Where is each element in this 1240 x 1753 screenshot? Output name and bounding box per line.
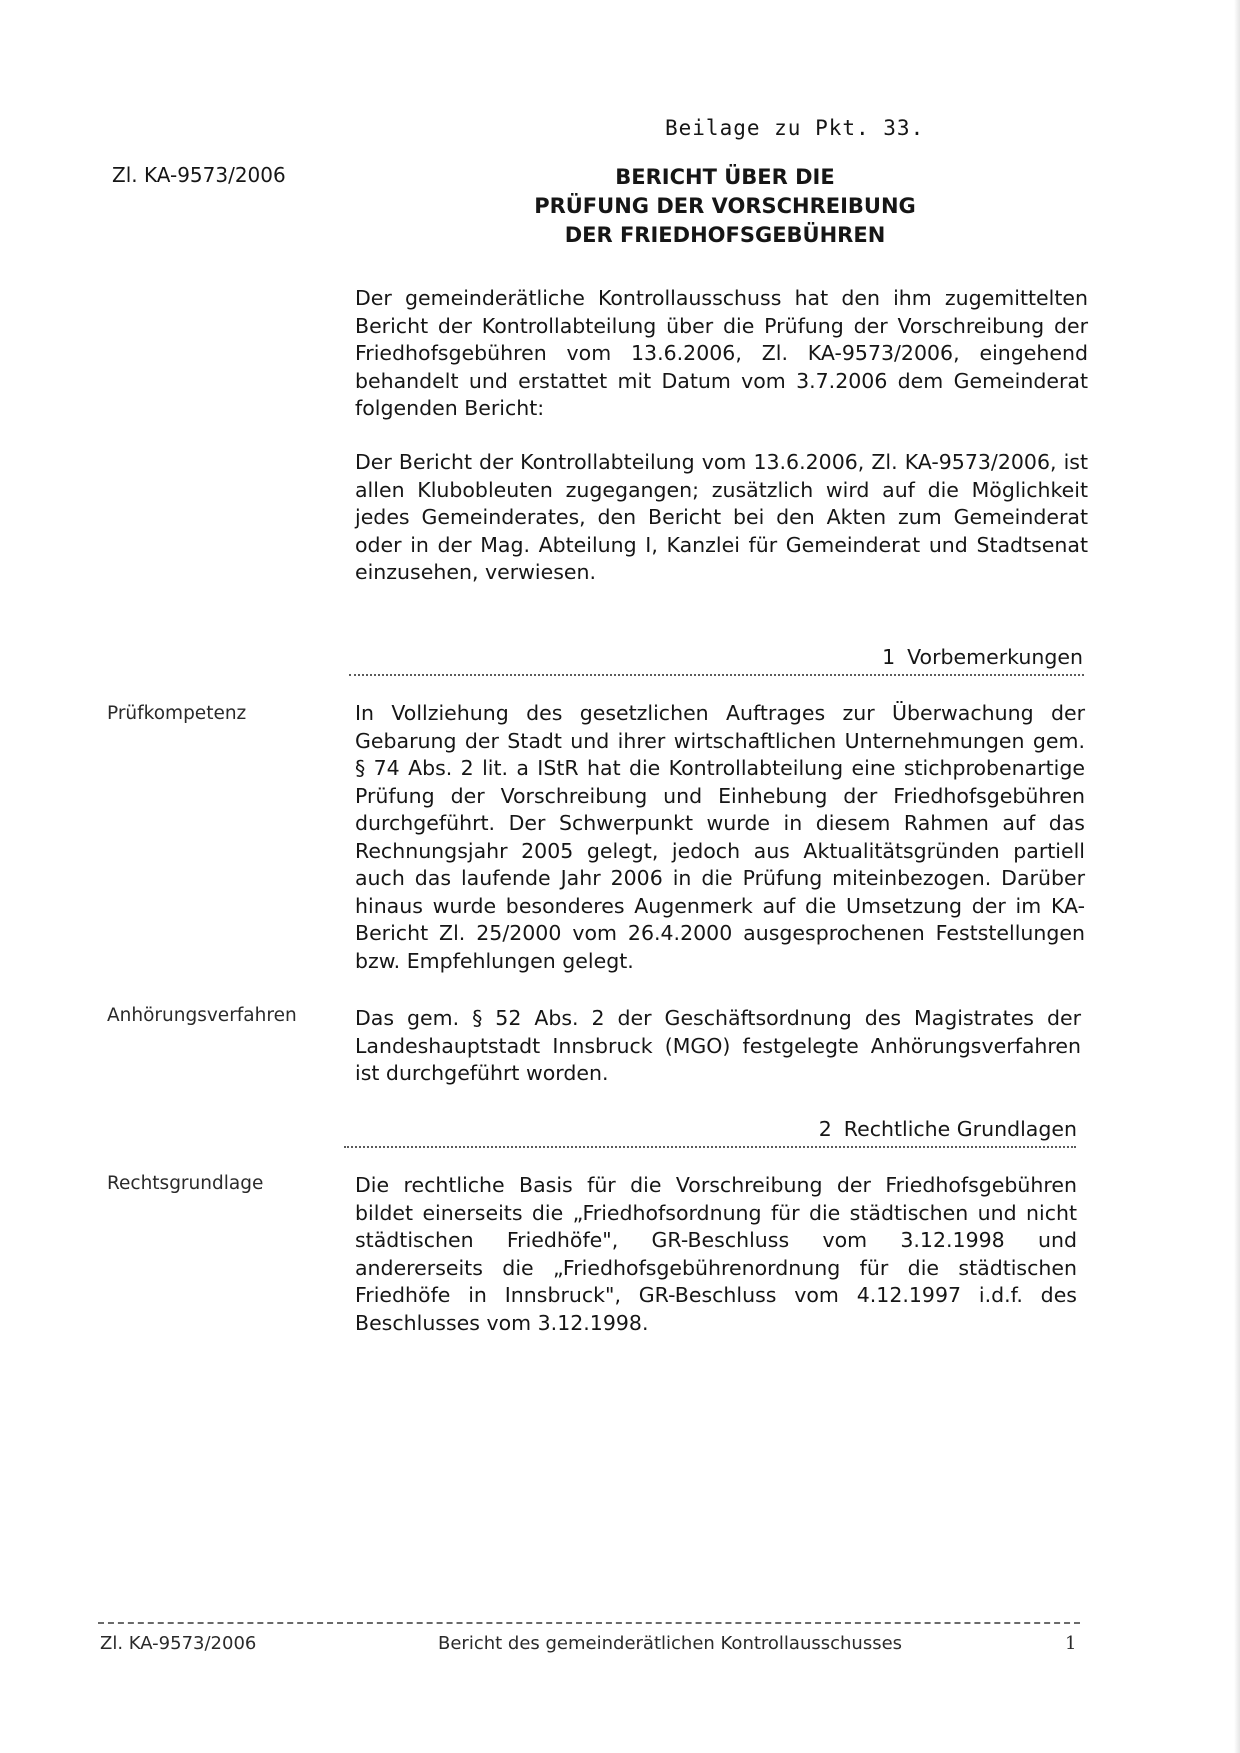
- footer-reference: Zl. KA-9573/2006: [100, 1633, 257, 1654]
- section-title: Vorbemerkungen: [907, 645, 1083, 669]
- paragraph-rechtsgrundlage: Die rechtliche Basis für die Vorschreibung der Friedhofsgebühren bildet einerseits die „Friedhofsordnung für die städtischen und nicht städtischen Friedhöfe", GR-Beschluss vom 3.12.1998 und andererseits die „Friedhofsgebührenordnung für die städtischen Friedhöfe in Innsbruck", GR-Beschluss vom 4.12.1997 i.d.f. des Beschlusses vom 3.12.1998.: [355, 1173, 1077, 1335]
- title-line-3: DER FRIEDHOFSGEBÜHREN: [564, 223, 886, 247]
- section-title: Rechtliche Grundlagen: [843, 1117, 1077, 1141]
- intro-paragraph-1: Der gemeinderätliche Kontrollausschuss hat den ihm zugemittelten Bericht der Kontrollabteilung über die Prüfung der Vorschreibung der Friedhofsgebühren vom 13.6.2006, Zl. KA-9573/2006, eingehend behandelt und erstattet mit Datum vom 3.7.2006 dem Gemeinderat folgenden Bericht:: [355, 286, 1088, 420]
- side-label-anhoerungsverfahren: Anhörungsverfahren: [107, 1005, 297, 1026]
- intro-paragraph-2: Der Bericht der Kontrollabteilung vom 13.6.2006, Zl. KA-9573/2006, ist allen Klubobleuten zugegangen; zusätzlich wird auf die Möglichkeit jedes Gemeinderates, den Bericht bei den Akten zum Gemeinderat oder in der Mag. Abteilung I, Kanzlei für Gemeinderat und Stadtsenat einzusehen, verwiesen.: [355, 450, 1088, 584]
- side-label-rechtsgrundlage: Rechtsgrundlage: [107, 1173, 264, 1194]
- section-divider: [349, 674, 1084, 676]
- section-number: 1: [882, 645, 896, 669]
- paragraph-anhoerungsverfahren: Das gem. § 52 Abs. 2 der Geschäftsordnung des Magistrates der Landeshauptstadt Innsbruck (MGO) festgelegte Anhörungsverfahren ist durchgeführt worden.: [355, 1006, 1081, 1085]
- reference-number: Zl. KA-9573/2006: [112, 163, 286, 187]
- scan-edge-shadow: [1234, 0, 1240, 1753]
- footer-divider: [98, 1622, 1080, 1624]
- page-number: 1: [1065, 1633, 1077, 1654]
- section-heading-rechtliche-grundlagen: [355, 1117, 1077, 1141]
- title-line-1: BERICHT ÜBER DIE: [615, 165, 835, 189]
- title-line-2: PRÜFUNG DER VORSCHREIBUNG: [534, 194, 916, 218]
- paragraph-pruefkompetenz: In Vollziehung des gesetzlichen Auftrages zur Überwachung der Gebarung der Stadt und ihrer wirtschaftlichen Unternehmungen gem. § 74 Abs. 2 lit. a IStR hat die Kontrollabteilung eine stichprobenartige Prüfung der Vorschreibung und Einhebung der Friedhofsgebühren durchgeführt. Der Schwerpunkt wurde in diesem Rahmen auf das Rechnungsjahr 2005 gelegt, jedoch aus Aktualitätsgründen partiell auch das laufende Jahr 2006 in die Prüfung miteinbezogen. Darüber hinaus wurde besonderes Augenmerk auf die Umsetzung der im KA-Bericht Zl. 25/2000 vom 26.4.2000 ausgesprochenen Feststellungen bzw. Empfehlungen gelegt.: [355, 701, 1085, 973]
- report-title: [470, 163, 980, 250]
- section-heading-vorbemerkungen: [355, 645, 1083, 669]
- footer-title: Bericht des gemeinderätlichen Kontrollausschusses: [438, 1633, 903, 1654]
- section-divider: [344, 1146, 1076, 1148]
- beilage-note: Beilage zu Pkt. 33.: [665, 116, 925, 140]
- side-label-pruefkompetenz: Prüfkompetenz: [107, 703, 247, 724]
- section-number: 2: [818, 1117, 832, 1141]
